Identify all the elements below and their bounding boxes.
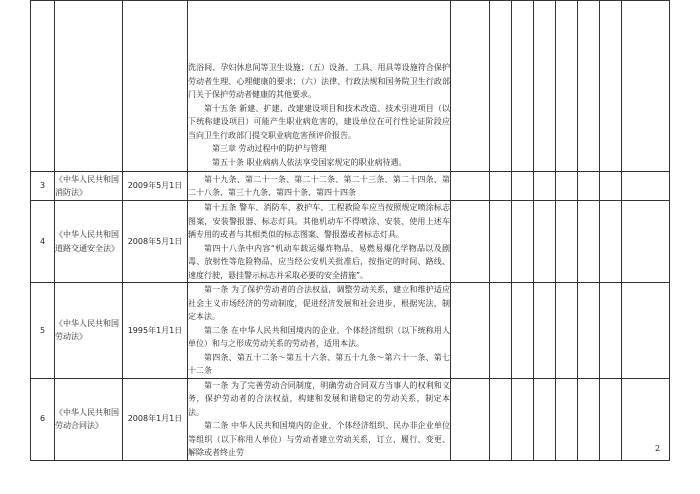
row-number [31, 1, 55, 172]
blank-cell [622, 1, 670, 172]
effective-date: 2009年5月1日 [123, 172, 188, 201]
table-row [31, 201, 670, 283]
blank-cell [490, 1, 512, 172]
row-number: 3 [31, 172, 55, 201]
blank-cell [622, 283, 670, 379]
applicable-clauses [188, 1, 451, 172]
law-name: 《中华人民共和国劳动合同法》 [55, 378, 123, 460]
page-number: 2 [655, 444, 661, 453]
blank-cell [451, 201, 490, 283]
blank-cell [490, 172, 512, 201]
table-row [31, 172, 670, 201]
blank-cell [490, 378, 512, 460]
blank-cell [512, 172, 534, 201]
blank-cell [556, 283, 578, 379]
law-name: 《中华人民共和国消防法》 [55, 172, 123, 201]
row-number: 5 [31, 283, 55, 379]
table-row [31, 378, 670, 460]
regulations-table [30, 0, 670, 461]
blank-cell [490, 201, 512, 283]
law-name: 《中华人民共和国劳动法》 [55, 283, 123, 379]
effective-date: 2008年1月1日 [123, 378, 188, 460]
blank-cell [600, 378, 622, 460]
clause-paragraph: 第一条 为了完善劳动合同制度，明确劳动合同双方当事人的权利和义务，保护劳动者的合法权益，构建和发展和谐稳定的劳动关系，制定本法。 [188, 380, 450, 417]
clause-paragraph: 第二条 在中华人民共和国境内的企业、个体经济组织（以下统称用人单位）和与之形成劳动关系的劳动者，适用本法。 [188, 325, 450, 348]
effective-date [123, 1, 188, 172]
clause-paragraph: 第二条 中华人民共和国境内的企业、个体经济组织、民办非企业单位等组织（以下称用人单位）与劳动者建立劳动关系，订立、履行、变更、解除或者终止劳 [188, 421, 450, 457]
applicable-clauses [188, 283, 451, 379]
blank-cell [600, 1, 622, 172]
clause-paragraph: 第四条、第五十二条～第五十六条、第五十九条～第六十一条、第七十二条 [188, 352, 450, 375]
clause-paragraph: 第五十条 职业病病人依法享受国家规定的职业病待遇。 [212, 157, 407, 167]
blank-cell [578, 172, 600, 201]
blank-cell [534, 201, 556, 283]
blank-cell [534, 283, 556, 379]
clause-paragraph: 第四十八条中内容“机动车载运爆炸物品、易燃易爆化学物品以及剧毒、放射性等危险物品，应当经公安机关批准后，按指定的时间、路线、速度行驶，悬挂警示标志并采取必要的安全措施”。 [188, 243, 450, 280]
blank-cell [556, 172, 578, 201]
clause-paragraph: 第十五条 警车、消防车、救护车、工程救险车应当按照规定喷涂标志图案，安装警报器、标志灯具。其他机动车不得喷涂、安装、使用上述车辆专用的或者与其相类似的标志图案、警报器或者标志灯具。 [188, 203, 450, 239]
applicable-clauses [188, 172, 451, 201]
blank-cell [556, 1, 578, 172]
blank-cell [490, 283, 512, 379]
effective-date: 1995年1月1日 [123, 283, 188, 379]
blank-cell [451, 378, 490, 460]
blank-cell [512, 201, 534, 283]
clause-paragraph: 洗浴间、孕妇休息间等卫生设施；（五）设备、工具、用具等设施符合保护劳动者生理、心理健康的要求；（六）法律、行政法规和国务院卫生行政部门关于保护劳动者健康的其他要求。 [188, 63, 450, 99]
blank-cell [578, 378, 600, 460]
blank-cell [600, 283, 622, 379]
blank-cell [512, 1, 534, 172]
blank-cell [512, 378, 534, 460]
blank-cell [556, 378, 578, 460]
blank-cell [578, 1, 600, 172]
blank-cell [451, 1, 490, 172]
blank-cell [578, 283, 600, 379]
blank-cell [600, 201, 622, 283]
blank-cell [534, 172, 556, 201]
applicable-clauses [188, 378, 451, 460]
blank-cell [451, 172, 490, 201]
blank-cell [534, 1, 556, 172]
blank-cell [622, 201, 670, 283]
blank-cell [622, 172, 670, 201]
row-number: 4 [31, 201, 55, 283]
blank-cell [451, 283, 490, 379]
clause-paragraph: 第一条 为了保护劳动者的合法权益，调整劳动关系，建立和维护适应社会主义市场经济的劳动制度，促进经济发展和社会进步，根据宪法，制定本法。 [188, 285, 450, 321]
blank-cell [512, 283, 534, 379]
blank-cell [578, 201, 600, 283]
clause-paragraph: 第三章 劳动过程中的防护与管理 [212, 144, 327, 153]
effective-date: 2008年5月1日 [123, 201, 188, 283]
row-number: 6 [31, 378, 55, 460]
blank-cell [600, 172, 622, 201]
applicable-clauses [188, 201, 451, 283]
blank-cell [534, 378, 556, 460]
law-name: 《中华人民共和国道路交通安全法》 [55, 201, 123, 283]
table-row [31, 283, 670, 379]
clause-paragraph: 第十五条 新建、扩建、改建建设项目和技术改造、技术引进项目（以下统称建设项目）可能产生职业病危害的，建设单位在可行性论证阶段应当向卫生行政部门提交职业病危害预评价报告。 [188, 103, 450, 140]
clause-paragraph: 第十九条、第二十一条、第二十二条、第二十三条、第二十四条、第二十八条、第三十九条、第四十条、第四十四条 [188, 174, 450, 197]
blank-cell [622, 378, 670, 460]
blank-cell [556, 201, 578, 283]
law-name [55, 1, 123, 172]
table-row [31, 1, 670, 172]
